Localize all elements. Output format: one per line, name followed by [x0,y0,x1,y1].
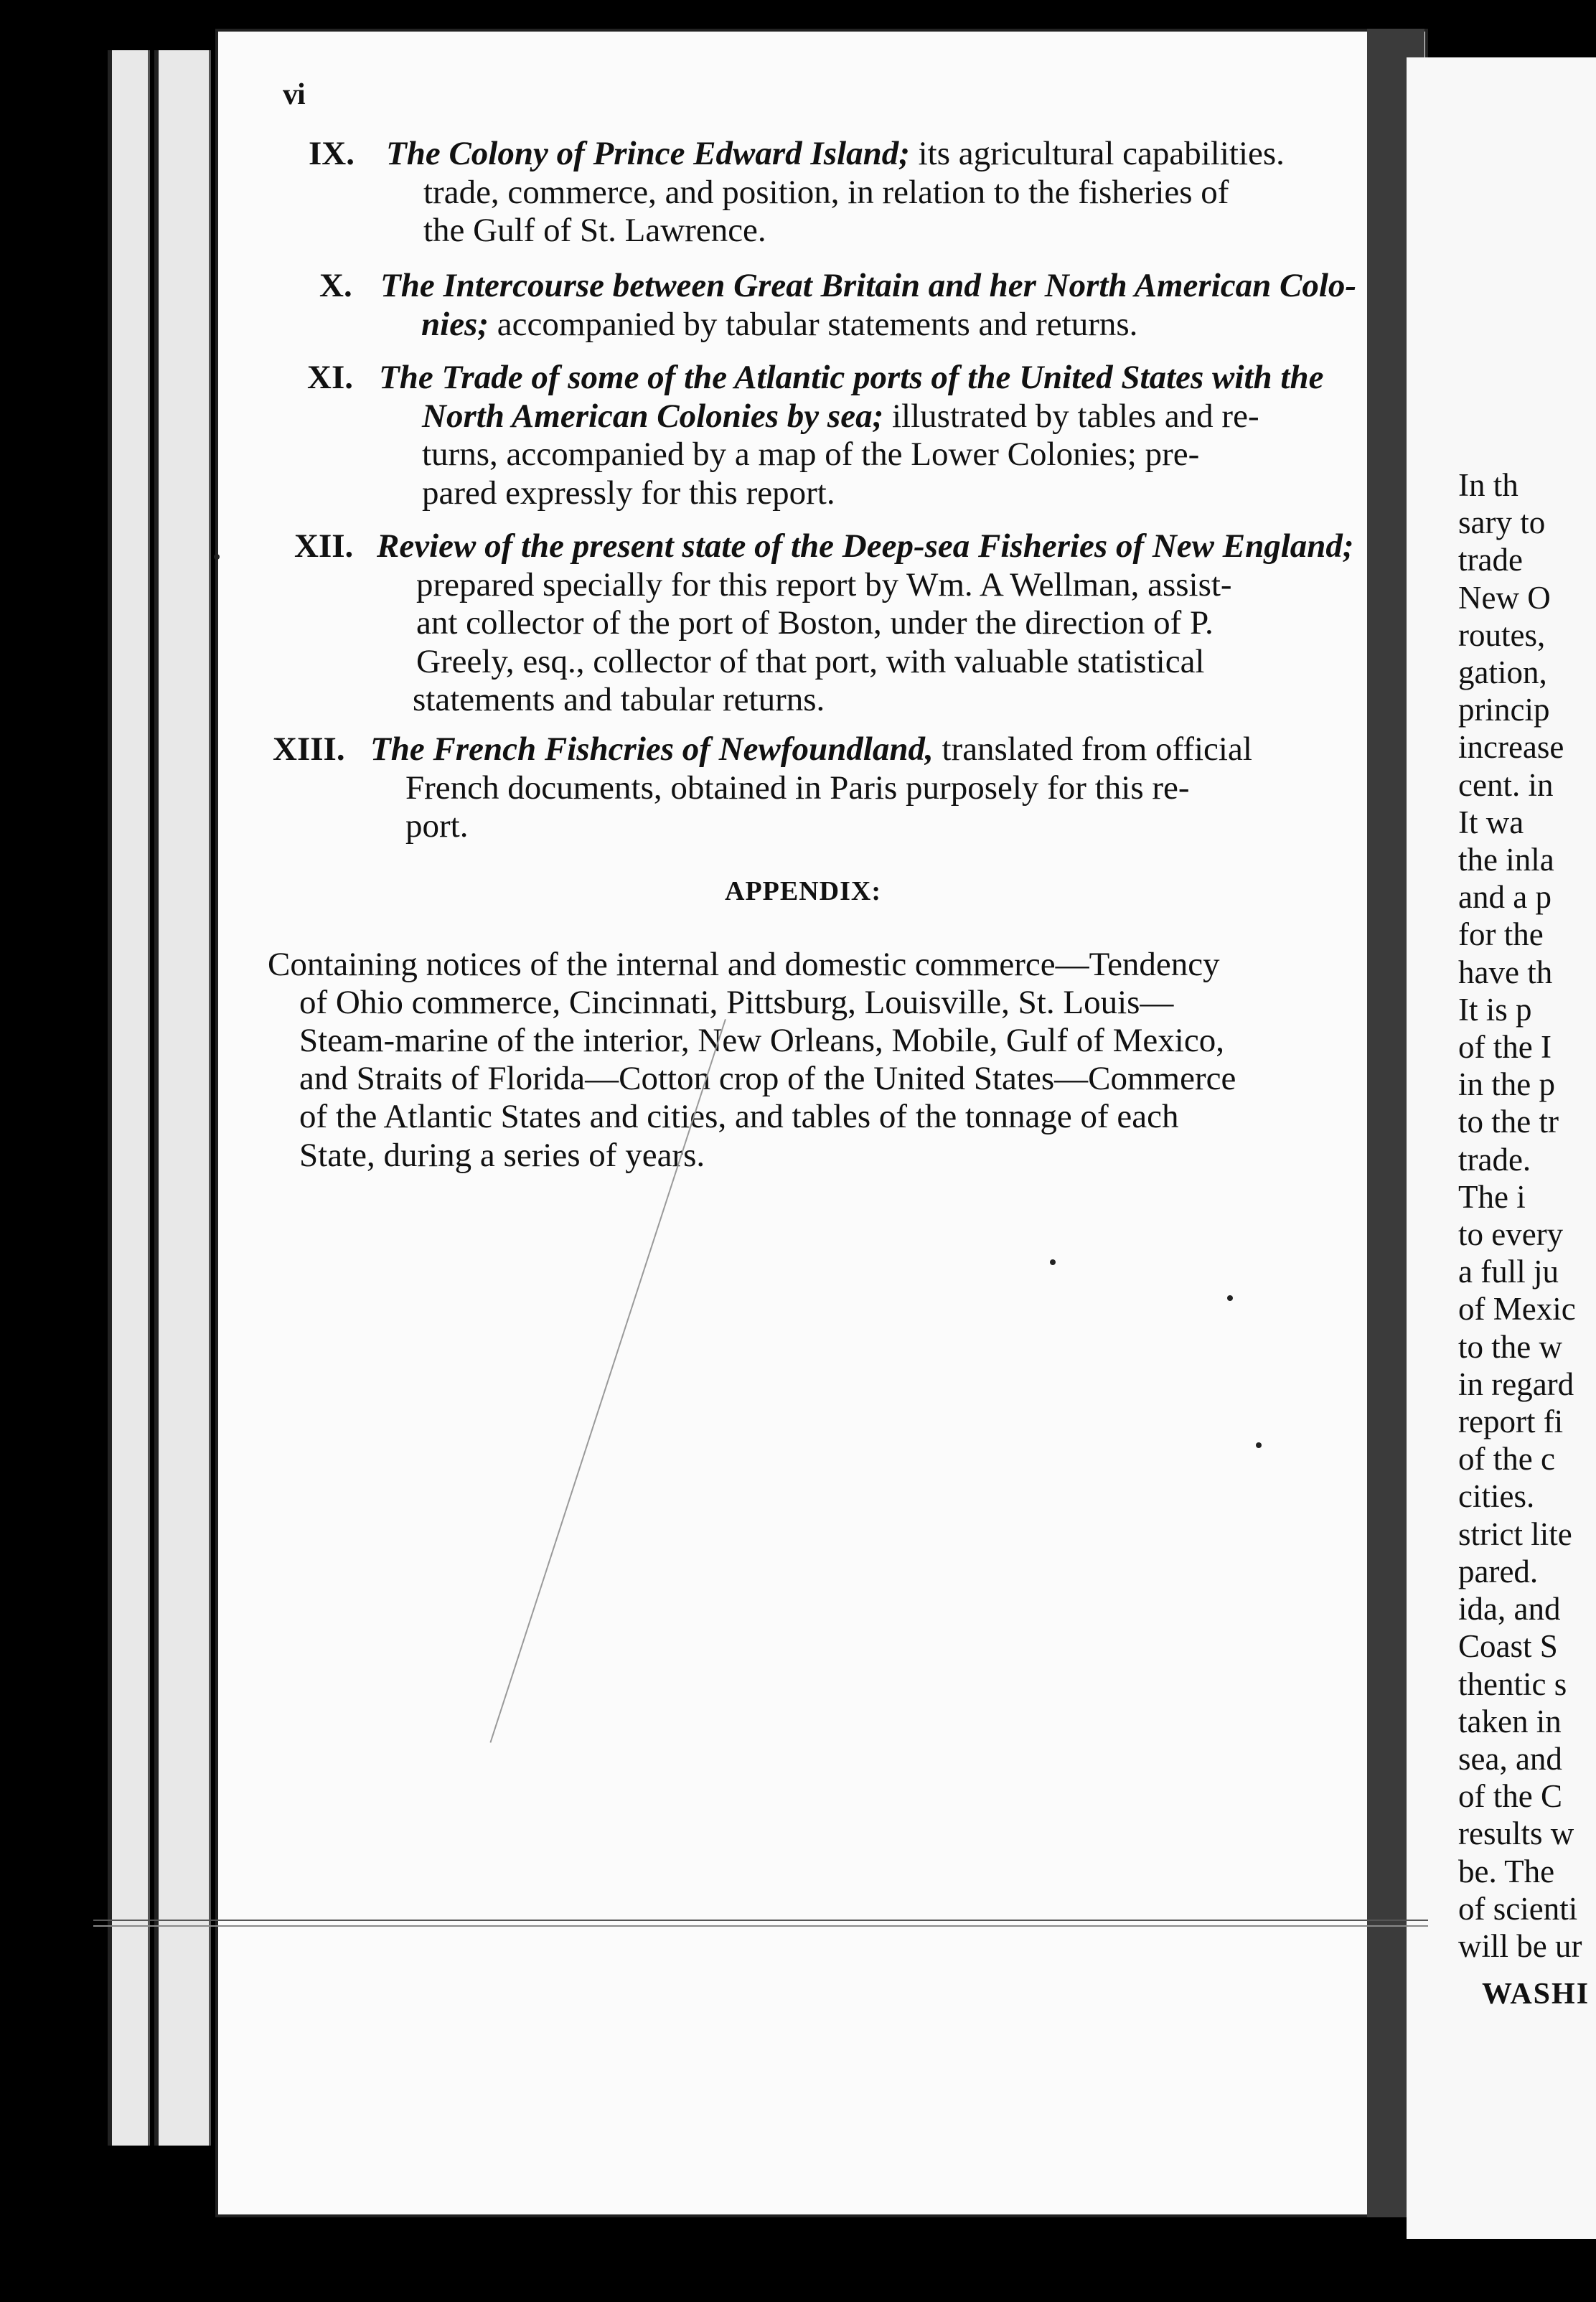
right-page-line: In th [1458,467,1518,503]
entry-line: French documents, obtained in Paris purposely for this re- [405,769,1190,807]
entry-line: Review of the present state of the Deep-sea Fisheries of New England; [377,527,1354,565]
right-page-line: for the [1458,916,1544,953]
right-page-line: pared. [1458,1553,1539,1589]
right-page-line: of Mexic [1458,1291,1576,1328]
appendix-text [255,946,1353,1175]
contents-entry [307,359,1323,512]
right-page-line: results w [1458,1815,1574,1852]
entry-numeral: IX. [309,135,355,172]
right-page-line: cities. [1458,1478,1535,1515]
scan-rule [93,1925,1428,1927]
right-page-line: routes, [1458,616,1546,653]
right-page-line: cent. in [1458,766,1554,803]
right-page-line: of the c [1458,1441,1555,1477]
entry-numeral: XII. [294,527,354,565]
right-page-line: to the tr [1458,1104,1559,1140]
entry-line: pared expressly for this report. [422,474,835,512]
right-page-line: thentic s [1458,1666,1567,1702]
contents-entry [273,730,1252,846]
right-page-line: increase [1458,729,1564,766]
right-page-line: trade. [1458,1141,1531,1178]
right-page-line: to the w [1458,1328,1562,1365]
scan-rule [93,1920,1428,1921]
right-page-line: of scienti [1458,1890,1578,1927]
right-page-line: It is p [1458,991,1532,1028]
right-page-footer: WASHI [1482,1978,1590,2011]
right-page-text [1458,466,1596,1965]
entry-numeral: XI. [307,359,353,396]
appendix-heading: APPENDIX: [725,876,881,906]
appendix-line: Containing notices of the internal and domestic commerce—Tendency [268,946,1220,983]
entry-line: prepared specially for this report by Wm. A Wellman, assist- [416,565,1232,603]
entry-line: The French Fishcries of Newfoundland, translated from official [370,730,1252,768]
entry-line: turns, accompanied by a map of the Lower Colonies; pre- [422,436,1200,474]
right-page-line: and a p [1458,879,1552,916]
entry-line: trade, commerce, and position, in relation to the fisheries of [423,173,1229,211]
entry-line: The Trade of some of the Atlantic ports of the United States with the [379,359,1324,396]
right-page-line: in the p [1458,1066,1555,1103]
contents-entry [309,135,1285,250]
entry-line: North American Colonies by sea; illustrated by tables and re- [422,397,1259,435]
scan-speck [1227,1295,1233,1301]
right-page-line: sary to [1458,504,1546,541]
appendix-line: Steam-marine of the interior, New Orleans, Mobile, Gulf of Mexico, [299,1022,1224,1060]
entry-numeral: XIII. [273,730,345,768]
right-page-line: sea, and [1458,1740,1562,1777]
appendix-line: of the Atlantic States and cities, and tables of the tonnage of each [299,1098,1179,1136]
contents-entry [319,267,1356,344]
right-page-line: have th [1458,954,1553,990]
right-page-line: princip [1458,692,1550,728]
right-page-line: to every [1458,1216,1564,1253]
entry-line: nies; accompanied by tabular statements and returns. [421,305,1138,343]
appendix-line: and Straits of Florida—Cotton crop of the United States—Commerce [299,1060,1236,1098]
entry-line: statements and tabular returns. [413,681,825,719]
scan-speck [1256,1442,1262,1448]
right-page-line: gation, [1458,654,1547,691]
right-page-line: trade [1458,542,1523,578]
right-page-line: New O [1458,579,1551,616]
right-page-line: The i [1458,1178,1526,1215]
right-page-line: taken in [1458,1703,1562,1739]
right-page-line: ida, and [1458,1591,1561,1627]
right-page-line: the inla [1458,842,1554,878]
scan-speck [1050,1259,1056,1265]
right-page-line: It wa [1458,804,1524,840]
right-page-line: Coast S [1458,1628,1558,1665]
entry-line: The Colony of Prince Edward Island; its agricultural capabilities. [386,135,1285,172]
entry-line: The Intercourse between Great Britain and her North American Colo- [380,267,1357,304]
right-page-line: of the I [1458,1029,1552,1066]
entry-line: the Gulf of St. Lawrence. [423,212,766,250]
entry-line: Greely, esq., collector of that port, with valuable statistical [416,642,1205,680]
entry-line: ant collector of the port of Boston, under the direction of P. [416,604,1214,642]
contents-entry [294,527,1354,720]
right-page-line: a full ju [1458,1254,1559,1290]
entry-numeral: X. [319,267,352,304]
right-page-line: in regard [1458,1366,1574,1402]
appendix-line: of Ohio commerce, Cincinnati, Pittsburg, Louisville, St. Louis— [299,984,1174,1022]
page-edge [154,50,211,2146]
page-number: vi [283,78,305,111]
right-page-line: be. The [1458,1853,1555,1889]
page-edge [108,50,150,2146]
appendix-line: State, during a series of years. [299,1136,705,1174]
right-page-line: will be ur [1458,1927,1582,1964]
right-page-line: strict lite [1458,1516,1572,1552]
scan-speck [214,554,220,560]
entry-line: port. [405,807,469,845]
right-page-line: of the C [1458,1778,1562,1815]
right-page-line: report fi [1458,1404,1564,1440]
